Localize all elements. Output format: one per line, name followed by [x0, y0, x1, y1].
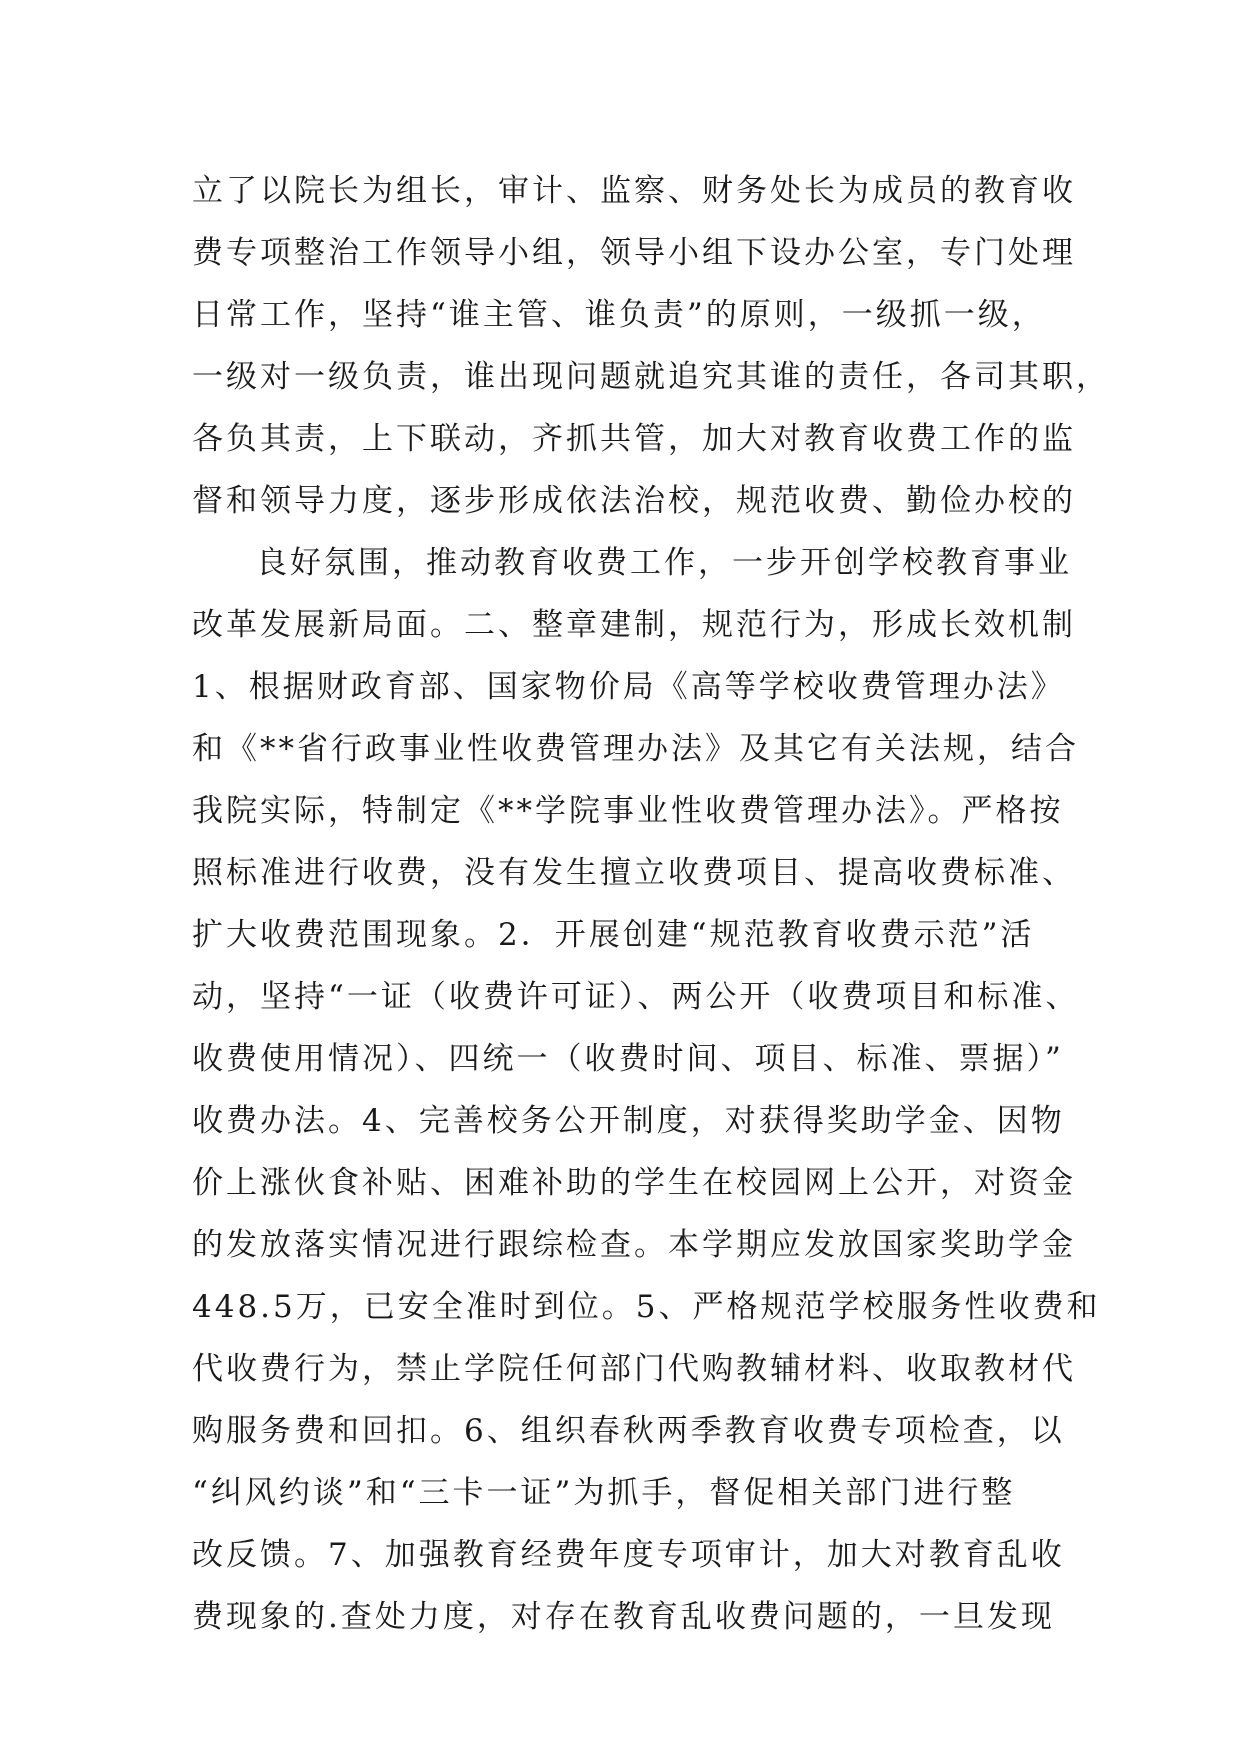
text-line: 我院实际，特制定《**学院事业性收费管理办法》。严格按: [192, 793, 1064, 829]
text-line-indented: 良好氛围，推动教育收费工作，一步开创学校教育事业: [256, 545, 1072, 581]
text-line: 的发放落实情况进行跟综检查。本学期应发放国家奖助学金: [192, 1227, 1076, 1263]
text-line: 费专项整治工作领导小组，领导小组下设办公室，专门处理: [192, 235, 1076, 271]
text-line: 各负其责，上下联动，齐抓共管，加大对教育收费工作的监: [192, 421, 1076, 457]
text-line: 购服务费和回扣。6、组织春秋两季教育收费专项检查，以: [192, 1413, 1065, 1449]
text-line: 一级对一级负责，谁出现问题就追究其谁的责任，各司其职，: [192, 359, 1110, 395]
text-line: 督和领导力度，逐步形成依法治校，规范收费、勤俭办校的: [192, 483, 1076, 519]
body-text: [192, 160, 1110, 1648]
text-line: 改革发展新局面。二、整章建制，规范行为，形成长效机制: [192, 607, 1076, 643]
text-line: 代收费行为，禁止学院任何部门代购教辅材料、收取教材代: [192, 1351, 1076, 1387]
text-line: 费现象的.查处力度，对存在教育乱收费问题的，一旦发现: [192, 1599, 1055, 1635]
text-line: 448.5万，已安全准时到位。5、严格规范学校服务性收费和: [192, 1289, 1101, 1325]
text-line: 1、根据财政育部、国家物价局《高等学校收费管理办法》: [192, 669, 1065, 705]
text-line: 照标准进行收费，没有发生擅立收费项目、提高收费标准、: [192, 855, 1076, 891]
text-line: 立了以院长为组长，审计、监察、财务处长为成员的教育收: [192, 173, 1076, 209]
text-line: 收费使用情况）、四统一（收费时间、项目、标准、票据）”: [192, 1041, 1064, 1077]
text-line: 改反馈。7、加强教育经费年度专项审计，加大对教育乱收: [192, 1537, 1065, 1573]
text-line: 收费办法。4、完善校务公开制度，对获得奖助学金、因物: [192, 1103, 1065, 1139]
text-line: 动，坚持“一证（收费许可证）、两公开（收费项目和标准、: [192, 979, 1080, 1015]
text-line: “纠风约谈”和“三卡一证”为抓手，督促相关部门进行整: [192, 1475, 1016, 1511]
text-line: 和《**省行政事业性收费管理办法》及其它有关法规，结合: [192, 731, 1079, 767]
text-line: 日常工作，坚持“谁主管、谁负责”的原则，一级抓一级，: [192, 297, 1046, 333]
text-line: 价上涨伙食补贴、困难补助的学生在校园网上公开，对资金: [192, 1165, 1076, 1201]
text-line: 扩大收费范围现象。2．开展创建“规范教育收费示范”活: [192, 917, 1035, 953]
